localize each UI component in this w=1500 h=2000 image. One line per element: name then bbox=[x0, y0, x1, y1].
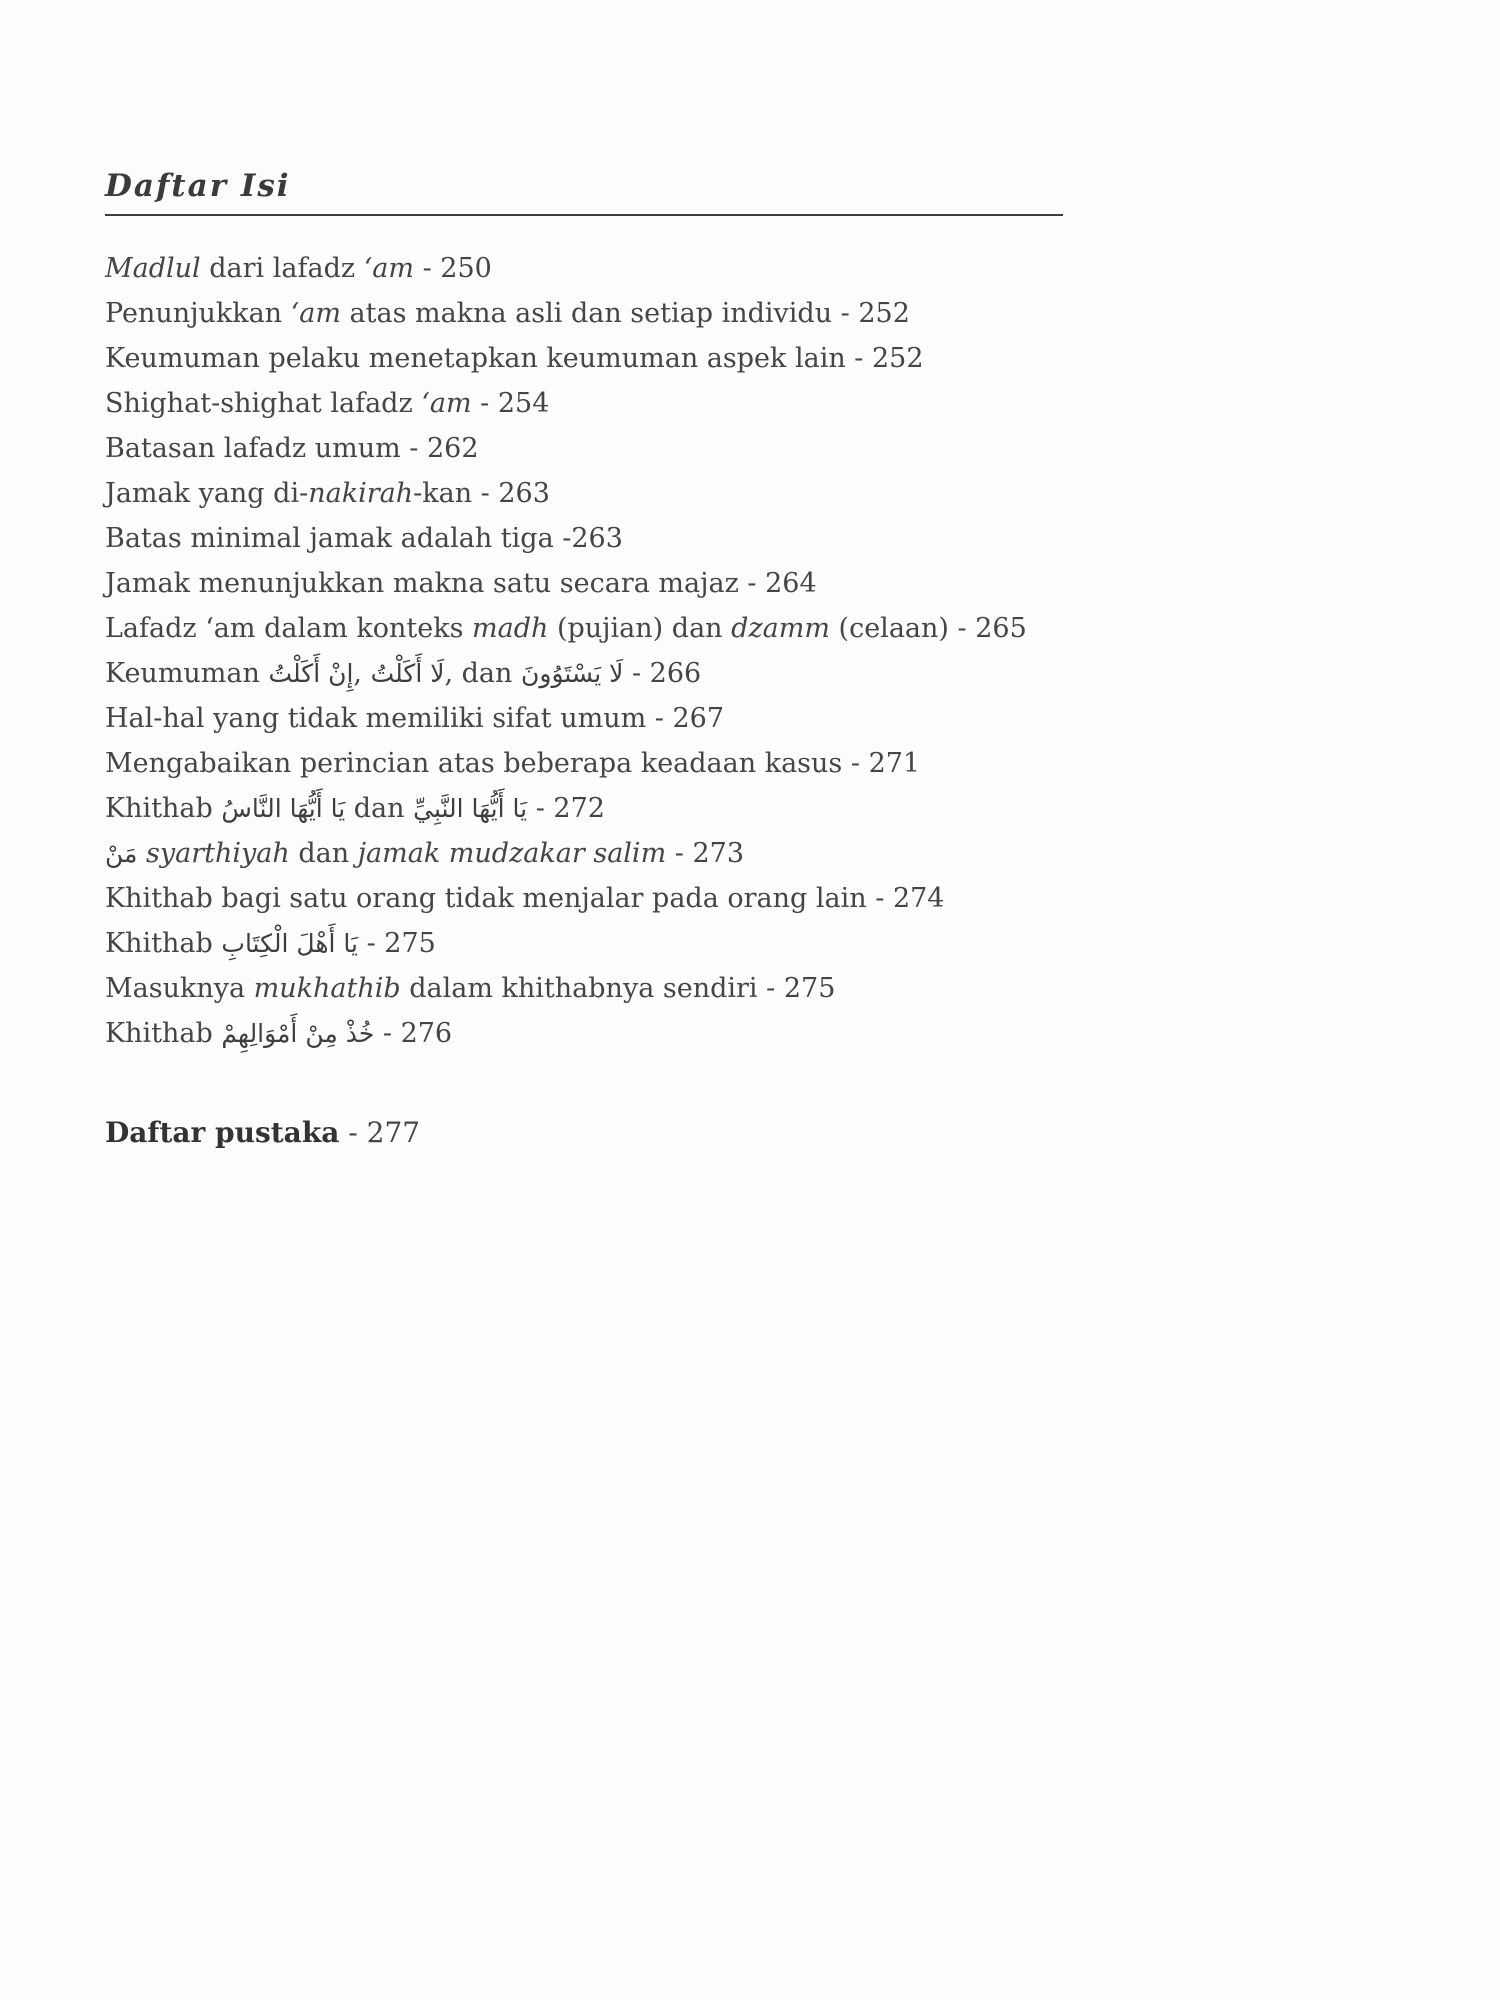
arabic-text: لَا يَسْتَوُونَ bbox=[521, 659, 624, 688]
toc-entry bbox=[105, 876, 1115, 921]
text-segment: Shighat-shighat lafadz bbox=[105, 388, 422, 419]
text-segment: - 273 bbox=[666, 838, 744, 869]
text-segment: Jamak menunjukkan makna satu secara majaz - 264 bbox=[105, 568, 817, 599]
text-segment: ‘am bbox=[421, 388, 472, 419]
toc-entry bbox=[105, 336, 1115, 381]
toc-entry bbox=[105, 1110, 1115, 1155]
text-segment: Batasan lafadz umum - 262 bbox=[105, 433, 479, 464]
text-segment: - 277 bbox=[339, 1116, 421, 1149]
text-segment: atas makna asli dan setiap individu - 252 bbox=[340, 298, 910, 329]
text-segment: dan bbox=[345, 793, 414, 824]
toc-entry bbox=[105, 471, 1115, 516]
toc-entry bbox=[105, 696, 1115, 741]
text-segment: - 254 bbox=[471, 388, 550, 419]
page-title: Daftar Isi bbox=[105, 168, 291, 204]
text-segment: - 275 bbox=[358, 928, 436, 959]
text-segment: Mengabaikan perincian atas beberapa keadaan kasus - 271 bbox=[105, 748, 921, 779]
text-segment: Khithab bbox=[105, 928, 222, 959]
toc-entry bbox=[105, 426, 1115, 471]
text-segment: , bbox=[353, 658, 371, 689]
text-segment: Madlul bbox=[105, 253, 201, 284]
arabic-text: يَا أَهْلَ الْكِتَابِ bbox=[221, 929, 359, 958]
toc-entry bbox=[105, 561, 1115, 606]
text-segment: - 276 bbox=[374, 1018, 453, 1049]
arabic-text: إِنْ أَكَلْتُ bbox=[268, 659, 354, 688]
arabic-text: يَا أَيُّهَا النَّبِيِّ bbox=[413, 794, 528, 823]
toc-entry bbox=[105, 786, 1115, 831]
text-segment: Lafadz ‘am dalam konteks bbox=[105, 613, 473, 644]
text-segment: Khithab bbox=[105, 793, 222, 824]
text-segment: Keumuman bbox=[105, 658, 269, 689]
text-segment: - 272 bbox=[527, 793, 605, 824]
toc-entry bbox=[105, 291, 1115, 336]
text-segment: Daftar pustaka bbox=[105, 1116, 340, 1149]
toc-entry bbox=[105, 651, 1115, 696]
text-segment: jamak mudzakar salim bbox=[357, 838, 667, 869]
toc-entry bbox=[105, 741, 1115, 786]
text-segment: Khithab bbox=[105, 1018, 222, 1049]
arabic-text: يَا أَيُّهَا النَّاسُ bbox=[221, 794, 346, 823]
text-segment: - 250 bbox=[414, 253, 492, 284]
toc-entry bbox=[105, 1011, 1115, 1056]
text-segment: mukhathib bbox=[253, 973, 401, 1004]
text-segment: Keumuman pelaku menetapkan keumuman aspek lain - 252 bbox=[105, 343, 924, 374]
text-segment: (celaan) - 265 bbox=[829, 613, 1027, 644]
toc-entry bbox=[105, 831, 1115, 876]
text-segment: ‘am bbox=[290, 298, 341, 329]
arabic-text: لَا أَكَلْتُ bbox=[370, 659, 445, 688]
text-segment: - 266 bbox=[623, 658, 702, 689]
toc-entry bbox=[105, 606, 1115, 651]
text-segment bbox=[137, 838, 146, 869]
text-segment: Hal-hal yang tidak memiliki sifat umum - 267 bbox=[105, 703, 725, 734]
text-segment: (pujian) dan bbox=[548, 613, 732, 644]
page-header bbox=[0, 0, 1063, 216]
header-rule bbox=[105, 214, 1063, 216]
toc-list bbox=[105, 246, 1115, 1155]
toc-entry bbox=[105, 381, 1115, 426]
toc-entry bbox=[105, 921, 1115, 966]
text-segment: dari lafadz bbox=[200, 253, 364, 284]
arabic-text: خُذْ مِنْ أَمْوَالِهِمْ bbox=[221, 1019, 375, 1048]
toc-entry bbox=[105, 516, 1115, 561]
arabic-text: مَنْ bbox=[105, 839, 138, 868]
text-segment: ‘am bbox=[363, 253, 414, 284]
text-segment: dan bbox=[289, 838, 358, 869]
text-segment: Jamak yang di- bbox=[105, 478, 309, 509]
text-segment: dzamm bbox=[731, 613, 830, 644]
text-segment: madh bbox=[472, 613, 549, 644]
text-segment: -kan - 263 bbox=[413, 478, 550, 509]
text-segment: nakirah bbox=[308, 478, 414, 509]
text-segment: dalam khithabnya sendiri - 275 bbox=[400, 973, 836, 1004]
toc-entry bbox=[105, 246, 1115, 291]
text-segment: syarthiyah bbox=[146, 838, 290, 869]
text-segment: Penunjukkan bbox=[105, 298, 291, 329]
text-segment: Masuknya bbox=[105, 973, 254, 1004]
text-segment: Khithab bagi satu orang tidak menjalar pada orang lain - 274 bbox=[105, 883, 945, 914]
text-segment: Batas minimal jamak adalah tiga -263 bbox=[105, 523, 623, 554]
text-segment: , dan bbox=[444, 658, 522, 689]
toc-entry bbox=[105, 966, 1115, 1011]
